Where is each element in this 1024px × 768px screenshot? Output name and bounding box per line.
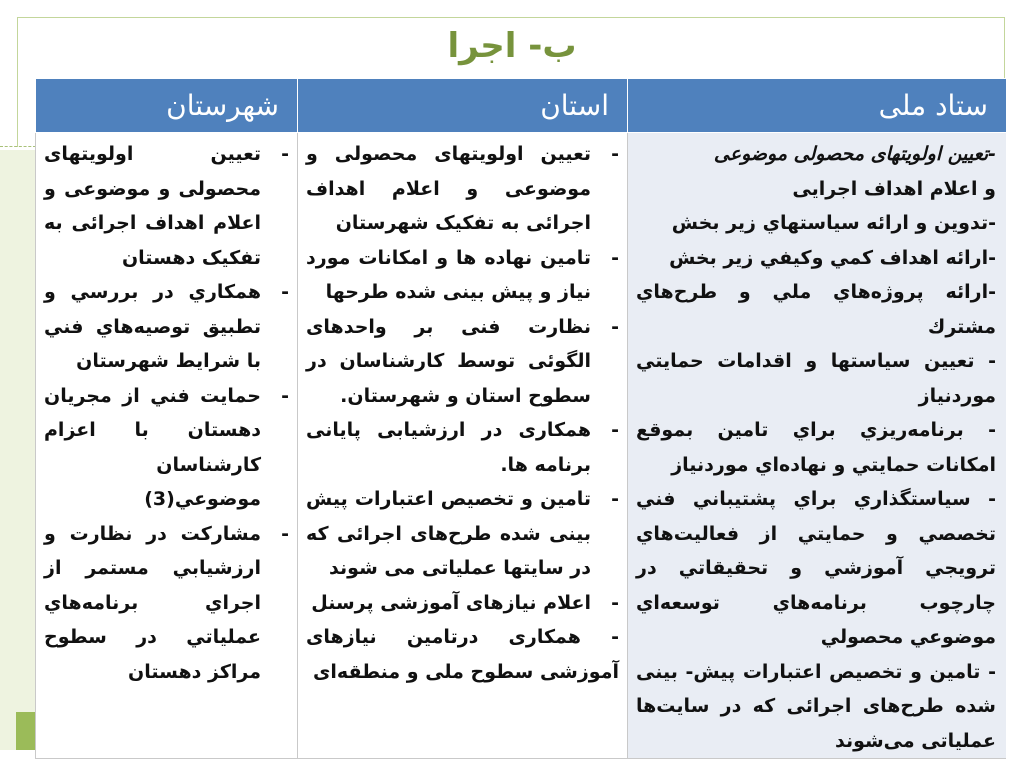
county-item-text: همكاري در بررسي و تطبيق توصيه‌هاي فني با شرايط شهرستان bbox=[44, 281, 261, 372]
list-dash: - bbox=[611, 626, 619, 648]
county-item-text: مشاركت در نظارت و ارزشيابي مستمر از اجراي برنامه‌هاي عملياتي در سطوح مراكز دهستان bbox=[44, 522, 261, 683]
national-line: - برنامه‌ريزي براي تامين بموقع امكانات حمايتي و نهاده‌اي موردنياز bbox=[636, 419, 996, 476]
list-dash: - bbox=[611, 488, 619, 510]
county-item-text: تعیین اولویتهای محصولی و موضوعی و اعلام اهداف اجرائی به تفکیک دهستان bbox=[44, 143, 261, 269]
header-national: ستاد ملی bbox=[628, 79, 1007, 133]
county-item bbox=[44, 275, 289, 379]
province-item bbox=[306, 310, 619, 414]
list-dash: - bbox=[611, 419, 619, 441]
cell-province bbox=[298, 133, 628, 759]
province-item-text: اعلام نیازهای آموزشی پرسنل bbox=[311, 591, 591, 614]
county-item bbox=[44, 137, 289, 275]
header-county: شهرستان bbox=[36, 79, 298, 133]
slide-title: ب- اجرا bbox=[447, 26, 577, 66]
cell-national bbox=[628, 133, 1007, 759]
decorative-side-bar bbox=[0, 150, 36, 750]
table-container bbox=[35, 78, 1006, 768]
list-dash: - bbox=[611, 315, 619, 338]
decorative-accent-bar bbox=[16, 712, 36, 750]
table-header-row bbox=[36, 79, 1007, 133]
county-item-text: حمايت فني از مجريان دهستان با اعزام كارشناسان موضوعي(3) bbox=[44, 384, 261, 510]
province-item-text: تامین و تخصیص اعتبارات پیش بینی شده طرح‌های اجرائی که در سایتها عملیاتی می شوند bbox=[306, 488, 591, 579]
province-last-item bbox=[306, 620, 619, 689]
list-dash: - bbox=[281, 384, 289, 407]
province-item-text: همکاری در ارزشیابی پایانی برنامه ها. bbox=[306, 419, 591, 476]
province-item bbox=[306, 241, 619, 310]
county-item bbox=[44, 517, 289, 690]
national-line: و اعلام اهداف اجرایی bbox=[792, 177, 996, 200]
province-item bbox=[306, 137, 619, 241]
list-dash: - bbox=[611, 143, 619, 165]
national-line: -تدوين و ارائه سياستهاي زير بخش bbox=[671, 212, 996, 234]
national-line: - تعيين سياستها و اقدامات حمايتي موردنياز bbox=[636, 350, 996, 407]
province-item-text: تعیین اولویتهای محصولی و موضوعی و اعلام اهداف اجرائی به تفکیک شهرستان bbox=[306, 143, 591, 234]
province-item bbox=[306, 586, 619, 621]
table-body-row bbox=[36, 133, 1007, 759]
list-dash: - bbox=[281, 281, 289, 303]
national-line: - تامین و تخصیص اعتبارات پیش- بینی شده طرح‌های اجرائی که در سایت‌ها عملیاتی می‌شوند bbox=[636, 660, 996, 752]
list-dash: - bbox=[611, 591, 619, 614]
province-item-text: همکاری درتامین نیازهای آموزشی سطوح ملی و منطقه‌ای bbox=[306, 626, 619, 683]
responsibility-table bbox=[35, 78, 1006, 759]
list-dash: - bbox=[611, 246, 619, 269]
national-line: -ارائه پروژه‌هاي ملي و طرح‌هاي مشترك bbox=[636, 281, 996, 338]
list-dash: - bbox=[281, 522, 289, 545]
province-item bbox=[306, 413, 619, 482]
province-item-text: تامین نهاده ها و امکانات مورد نیاز و پیش بینی شده طرحها bbox=[306, 246, 591, 303]
national-line: -ارائه اهداف كمي وكيفي زير بخش bbox=[669, 246, 996, 269]
header-province: استان bbox=[298, 79, 628, 133]
national-first-item: -تعیین اولویتهای محصولی موضوعی bbox=[713, 143, 996, 165]
province-item bbox=[306, 482, 619, 586]
list-dash: - bbox=[281, 143, 289, 165]
county-item bbox=[44, 379, 289, 517]
national-line: - سياستگذاري براي پشتيباني فني تخصصي و حمايتي از فعاليت‌هاي ترويجي آموزشي و تحقيقاتي در چارچوب برنامه‌هاي توسعه‌اي موضوعي محصولي bbox=[636, 488, 996, 648]
cell-county bbox=[36, 133, 298, 759]
province-item-text: نظارت فنی بر واحدهای الگوئی توسط کارشناسان در سطوح استان و شهرستان. bbox=[306, 315, 591, 407]
slide-frame-top bbox=[17, 17, 1004, 18]
decorative-dotted-line bbox=[0, 146, 36, 147]
